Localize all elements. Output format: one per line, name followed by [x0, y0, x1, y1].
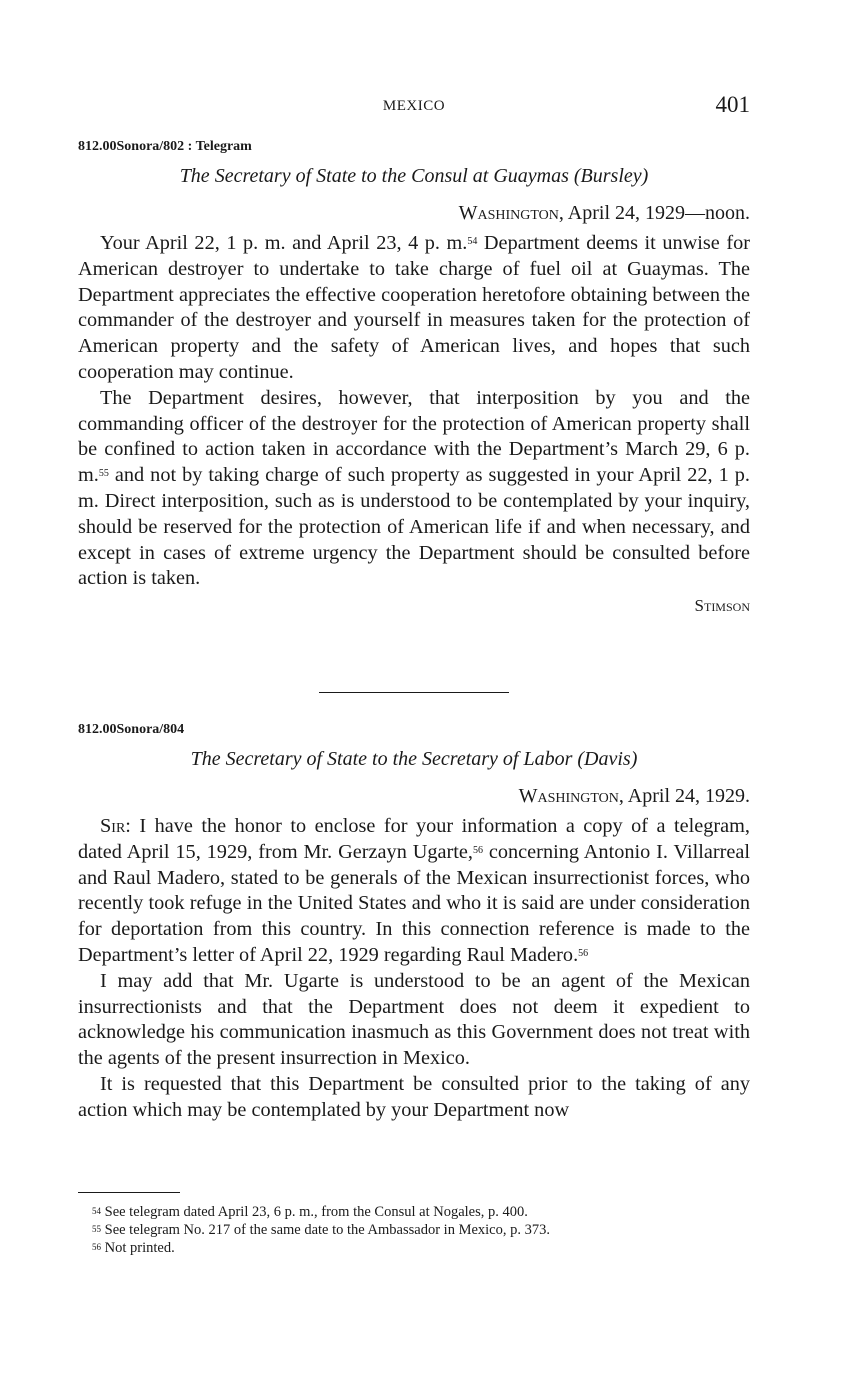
- paragraph-text: I may add that Mr. Ugarte is understood to be an agent of the Mexican insurrectionists and that the Department does not deem it expedient to acknowledge his communication inasmuch as this Government does not treat with the agents of the present insurrection in Mexico.: [78, 969, 750, 1070]
- footnote-number: 56: [92, 1242, 101, 1252]
- paragraph-text: and not by taking charge of such property as suggested in your April 22, 1 p. m. Direct interposition, such as is understood to be contemplated by your inquiry, should be reserved for the protection of American life if and when necessary, and except in cases of extreme urgency the Department should be consulted before action is taken.: [78, 464, 750, 590]
- divider-rule: [319, 692, 509, 693]
- salutation: Sir:: [100, 815, 131, 837]
- paragraph-text: It is requested that this Department be consulted prior to the taking of any action which may be contemplated by your Department now: [78, 1072, 750, 1121]
- footnote-rule: [78, 1192, 180, 1193]
- document-2: [78, 722, 750, 1124]
- document-1: [78, 139, 750, 616]
- file-reference: 812.00Sonora/802 : Telegram: [78, 139, 252, 154]
- document-heading: The Secretary of State to the Consul at Guaymas (Bursley): [179, 165, 649, 187]
- paragraph-text: Department deems it unwise for American destroyer to undertake to take charge of fuel oil at Guaymas. The Department appreciates the effective cooperation heretofore obtaining between the commander of the destroyer and yourself in measures taken for the protection of American property and the safety of American lives, and hopes that such cooperation may continue.: [78, 232, 750, 383]
- paragraph: [78, 231, 750, 386]
- footnote-ref: 55: [98, 468, 109, 480]
- paragraph: [78, 1072, 750, 1124]
- running-head-title: MEXICO: [382, 98, 446, 114]
- footnote: [92, 1221, 750, 1239]
- paragraph: [78, 969, 750, 1072]
- footnote-ref: 56: [578, 947, 589, 959]
- file-reference: 812.00Sonora/804: [78, 722, 185, 737]
- dateline-date: April 24, 1929—noon.: [567, 202, 750, 224]
- footnote: [92, 1239, 750, 1257]
- dateline: [78, 202, 750, 225]
- paragraph-text: Your April 22, 1 p. m. and April 23, 4 p. m.: [100, 232, 468, 254]
- footnote-ref: 56: [473, 844, 483, 856]
- section-divider: [78, 692, 750, 693]
- footnote: [92, 1203, 750, 1221]
- paragraph-text: concerning Antonio I. Villarreal and Raul Madero, stated to be generals of the Mexican insurrectionist forces, who recently took refuge in the United States and who it is said are under consideration for deportation from this country. In this connection reference is made to the Department’s letter of April 22, 1929 regarding Raul Madero.: [78, 840, 750, 966]
- footnote-ref: 54: [467, 236, 478, 247]
- document-heading: The Secretary of State to the Secretary of Labor (Davis): [190, 748, 638, 770]
- footnote-text: See telegram dated April 23, 6 p. m., from the Consul at Nogales, p. 400.: [104, 1204, 528, 1220]
- dateline: [78, 785, 750, 808]
- paragraph: [78, 814, 750, 969]
- dateline-place: Washington,: [518, 785, 624, 807]
- footnote-number: 55: [92, 1224, 101, 1234]
- footnotes: [78, 1192, 750, 1257]
- signature: Stimson: [694, 596, 750, 616]
- footnote-number: 54: [92, 1206, 101, 1216]
- paragraph-text: I have the honor to enclose for your information a copy of a telegram, dated April 15, 1929, from Mr. Gerzayn Ugarte,: [78, 815, 750, 863]
- footnote-text: See telegram No. 217 of the same date to the Ambassador in Mexico, p. 373.: [104, 1222, 550, 1238]
- dateline-place: Washington,: [458, 202, 564, 224]
- paragraph: [78, 386, 750, 592]
- page-number: 401: [715, 92, 750, 117]
- footnote-text: Not printed.: [104, 1240, 175, 1256]
- dateline-date: April 24, 1929.: [627, 785, 750, 807]
- paragraph-text: The Department desires, however, that interposition by you and the commanding officer of the destroyer for the protection of American property shall be confined to action taken in accordance with the Department’s March 29, 6 p. m.: [78, 386, 750, 487]
- running-head: [78, 92, 750, 122]
